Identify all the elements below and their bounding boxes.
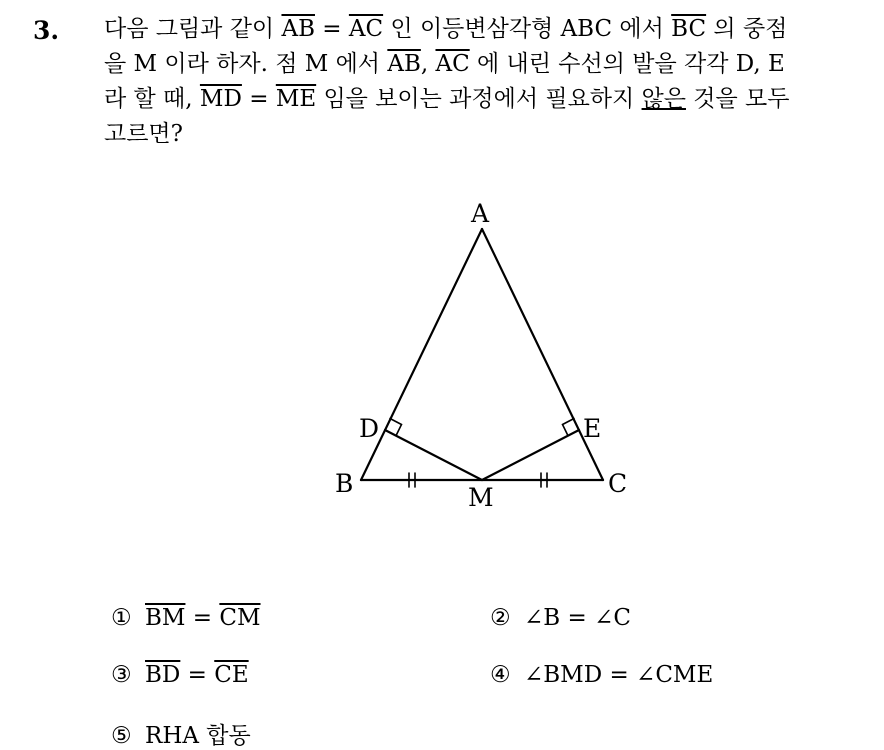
- text-run: ,: [420, 51, 436, 77]
- segment-bc: $\overline{BC}$: [671, 16, 707, 42]
- choice-4[interactable]: [490, 662, 713, 688]
- choice-number: ①: [111, 605, 132, 631]
- vertex-label-a: A: [471, 199, 490, 228]
- segment-ac: $\overline{AC}$: [348, 16, 384, 42]
- choice-number: ③: [111, 662, 132, 688]
- text-run: 의 중점: [706, 16, 788, 42]
- choice-text: ∠B = ∠C: [524, 605, 631, 631]
- choice-text: RHA 합동: [145, 723, 251, 749]
- vertex-label-b: B: [335, 469, 354, 498]
- vertex-label-c: C: [608, 469, 628, 498]
- text-run: 것을 모두: [685, 86, 790, 112]
- segment-me: $\overline{ME}$: [275, 86, 317, 112]
- segment-me-line: [482, 430, 579, 480]
- text-run: 에 내린 수선의 발을 각각 D, E: [469, 51, 785, 77]
- segment-md-line: [385, 430, 482, 480]
- segment-cm: $\overline{CM}$: [219, 605, 261, 631]
- choice-3[interactable]: [111, 662, 249, 688]
- side-ab: [361, 229, 482, 480]
- text-run: 다음 그림과 같이: [104, 16, 282, 42]
- choice-5[interactable]: [111, 717, 251, 750]
- segment-ab: $\overline{AB}$: [281, 16, 315, 42]
- vertex-label-m: M: [468, 483, 494, 512]
- text-run: =: [314, 16, 349, 42]
- text-run: =: [185, 605, 220, 631]
- text-run: 인 이등변삼각형 ABC 에서: [383, 16, 672, 42]
- choice-number: ②: [490, 605, 511, 631]
- question-number: 3.: [33, 16, 60, 45]
- choice-text: ∠BMD = ∠CME: [524, 662, 714, 688]
- text-run: 을 M 이라 하자. 점 M 에서: [104, 51, 388, 77]
- emphasis-not: 않은: [641, 86, 686, 112]
- right-angle-mark-e: [563, 419, 575, 435]
- choice-number: ⑤: [111, 723, 132, 749]
- right-angle-mark-d: [390, 419, 402, 435]
- vertex-label-d: D: [359, 414, 380, 443]
- text-run: =: [241, 86, 276, 112]
- segment-ce: $\overline{CE}$: [214, 662, 249, 688]
- segment-ac: $\overline{AC}$: [435, 51, 470, 77]
- segment-bm: $\overline{BM}$: [145, 605, 186, 631]
- text-run: 라 할 때,: [104, 86, 200, 112]
- choice-2[interactable]: [490, 605, 631, 631]
- segment-md: $\overline{MD}$: [199, 86, 242, 112]
- text-run: =: [180, 662, 215, 688]
- vertex-label-e: E: [583, 414, 602, 443]
- text-run: 고르면?: [104, 121, 183, 147]
- segment-bd: $\overline{BD}$: [145, 662, 181, 688]
- segment-ab: $\overline{AB}$: [387, 51, 421, 77]
- choice-number: ④: [490, 662, 511, 688]
- text-run: 임을 보이는 과정에서 필요하지: [316, 86, 642, 112]
- choice-1[interactable]: [111, 605, 261, 631]
